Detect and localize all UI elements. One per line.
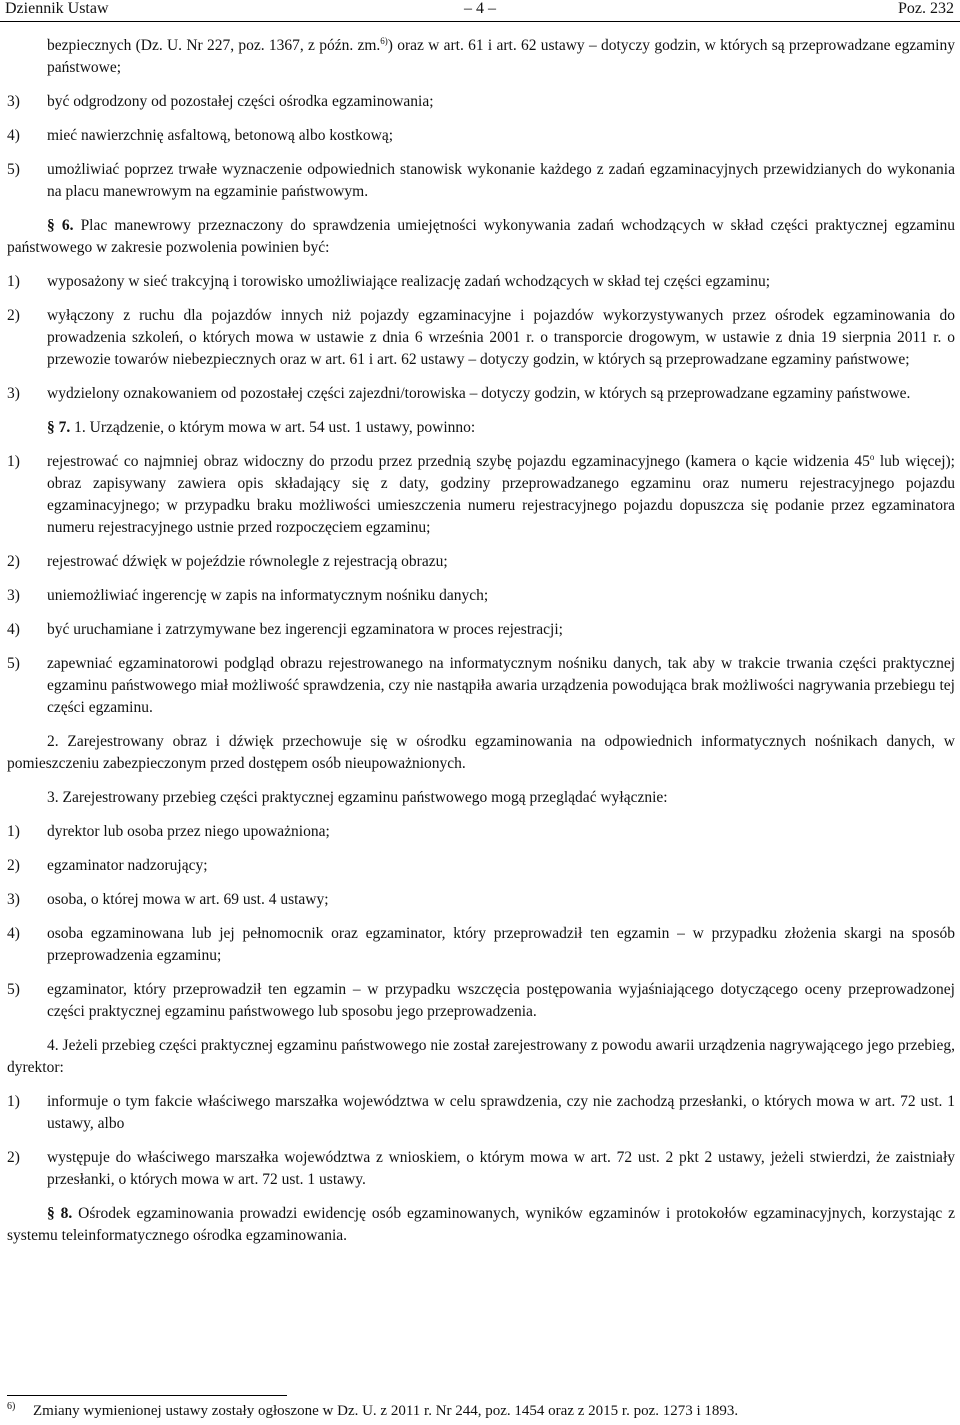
paragraph-3: 3. Zarejestrowany przebieg części praktycznej egzaminu państwowego mogą przeglądać wyłącznie:	[47, 789, 668, 806]
list-c	[7, 451, 955, 719]
section-6: § 6. Plac manewrowy przeznaczony do sprawdzenia umiejętności wykonywania zadań wchodzących w skład części praktycznej egzaminu państwowego w zakresie pozwolenia powinien być:	[7, 217, 956, 256]
list-e	[7, 1091, 955, 1191]
page-header	[0, 0, 960, 22]
document-body	[7, 35, 955, 1259]
list-item: 2) występuje do właściwego marszałka województwa z wnioskiem, o którym mowa w art. 72 ust. 2 pkt 2 ustawy, jeżeli stwierdzi, że zaistniały przesłanki, o których mowa w art. 72 ust. 1 ustawy.	[7, 1149, 955, 1188]
continuation-text: bezpiecznych (Dz. U. Nr 227, poz. 1367, z późn. zm.$^{6)}$) oraz w art. 61 i art. 62 ustawy – dotyczy godzin, w których są przeprowadzane egzaminy państwowe;	[47, 35, 955, 76]
section-7: § 7. 1. Urządzenie, o którym mowa w art. 54 ust. 1 ustawy, powinno:	[47, 419, 476, 436]
list-item: 3) wydzielony oznakowaniem od pozostałej części zajezdni/torowiska – dotyczy godzin, w których są przeprowadzane egzaminy państwowe.	[7, 385, 911, 402]
page-number: – 4 –	[464, 0, 496, 17]
position-number: Poz. 232	[898, 0, 954, 17]
paragraph-2: 2. Zarejestrowany obraz i dźwięk przechowuje się w ośrodku egzaminowania na odpowiednich informatycznych nośnikach danych, w pomieszczeniu zabezpieczonym przed dostępem osób nieupoważnionych.	[7, 733, 955, 772]
footnote-mark: 6)	[7, 1401, 16, 1412]
list-item: 3) uniemożliwiać ingerencję w zapis na informatycznym nośniku danych;	[7, 587, 489, 604]
paragraph-4: 4. Jeżeli przebieg części praktycznej egzaminu państwowego nie został zarejestrowany z powodu awarii urządzenia nagrywającego jego przebieg, dyrektor:	[7, 1037, 955, 1076]
section-mark: § 6.	[47, 217, 74, 234]
list-item: 3) osoba, o której mowa w art. 69 ust. 4 ustawy;	[7, 891, 329, 908]
list-item: 1) rejestrować co najmniej obraz widoczny do przodu przez przednią szybę pojazdu egzaminacyjnego (kamera o kącie widzenia 45$^o$ lub więcej); obraz zapisywany zawiera opis składający się z daty, godziny przeprowadzanego egzaminu oraz numeru rejestracyjnego pojazdu egzaminacyjnego; w przypadku braku możliwości umieszczenia numeru rejestracyjnego pojazdu dopuszcza się podanie przez egzaminatora numeru rejestracyjnego ustnie przed rozpoczęciem egzaminu;	[7, 451, 955, 536]
list-item: 1) informuje o tym fakcie właściwego marszałka województwa w celu sprawdzenia, czy nie zachodzą przesłanki, o których mowa w art. 72 ust. 1 ustawy, albo	[7, 1093, 955, 1132]
section-8: § 8. Ośrodek egzaminowania prowadzi ewidencję osób egzaminowanych, wyników egzaminów i protokołów egzaminacyjnych, korzystając z systemu teleinformatycznego ośrodka egzaminowania.	[7, 1205, 956, 1244]
section-mark: § 8.	[47, 1205, 73, 1222]
header-rule	[0, 21, 960, 22]
list-item: 1) dyrektor lub osoba przez niego upoważniona;	[7, 823, 330, 840]
list-item: 1) wyposażony w sieć trakcyjną i torowisko umożliwiające realizację zadań wchodzących w skład tej części egzaminu;	[7, 273, 771, 290]
section-mark: § 7.	[47, 419, 71, 436]
list-item: 2) rejestrować dźwięk w pojeździe równolegle z rejestracją obrazu;	[7, 553, 448, 570]
list-item: 4) być uruchamiane i zatrzymywane bez ingerencji egzaminatora w proces rejestracji;	[7, 621, 563, 638]
list-item: 2) egzaminator nadzorujący;	[7, 857, 208, 874]
list-item: 4) mieć nawierzchnię asfaltową, betonową albo kostkową;	[7, 127, 394, 144]
list-item: 5) umożliwiać poprzez trwałe wyznaczenie odpowiednich stanowisk wykonanie każdego z zadań egzaminacyjnych przewidzianych do wykonania na placu manewrowym na egzaminie państwowym.	[7, 161, 955, 200]
list-item: 5) zapewniać egzaminatorowi podgląd obrazu rejestrowanego na informatycznym nośniku danych, tak aby w trakcie trwania części praktycznej egzaminu państwowego miał możliwość sprawdzenia, czy nie nastąpiła awaria urządzenia powodująca brak możliwości nagrywania przebiegu tej części egzaminu.	[7, 655, 955, 716]
list-a	[7, 91, 955, 203]
footnote-ref[interactable]: 6)	[380, 35, 388, 46]
list-item: 3) być odgrodzony od pozostałej części ośrodka egzaminowania;	[7, 93, 434, 110]
list-item: 2) wyłączony z ruchu dla pojazdów innych niż pojazdy egzaminacyjne i pojazdów wykorzystywanych przez ośrodek egzaminowania do prowadzenia szkoleń, o których mowa w ustawie z dnia 6 września 2001 r. o transporcie drogowym, w ustawie z dnia 19 sierpnia 2011 r. o przewozie towarów niebezpiecznych oraz w art. 61 i art. 62 ustawy – dotyczy godzin, w których są przeprowadzane egzaminy państwowe;	[7, 307, 955, 368]
footnote-text: Zmiany wymienionej ustawy zostały ogłoszone w Dz. U. z 2011 r. Nr 244, poz. 1454 oraz z 2015 r. poz. 1273 i 1893.	[33, 1403, 739, 1419]
footnote-rule	[7, 1395, 287, 1396]
list-d	[7, 821, 955, 1023]
list-item: 5) egzaminator, który przeprowadził ten egzamin – w przypadku wszczęcia postępowania wyjaśniającego dotyczącego oceny przeprowadzonej części praktycznej egzaminu państwowego lub sposobu jego przeprowadzenia.	[7, 981, 955, 1020]
list-item: 4) osoba egzaminowana lub jej pełnomocnik oraz egzaminator, który przeprowadził ten egzamin – w przypadku złożenia skargi na sposób przeprowadzenia egzaminu;	[7, 925, 955, 964]
list-b	[7, 271, 955, 405]
journal-title: Dziennik Ustaw	[5, 0, 109, 17]
